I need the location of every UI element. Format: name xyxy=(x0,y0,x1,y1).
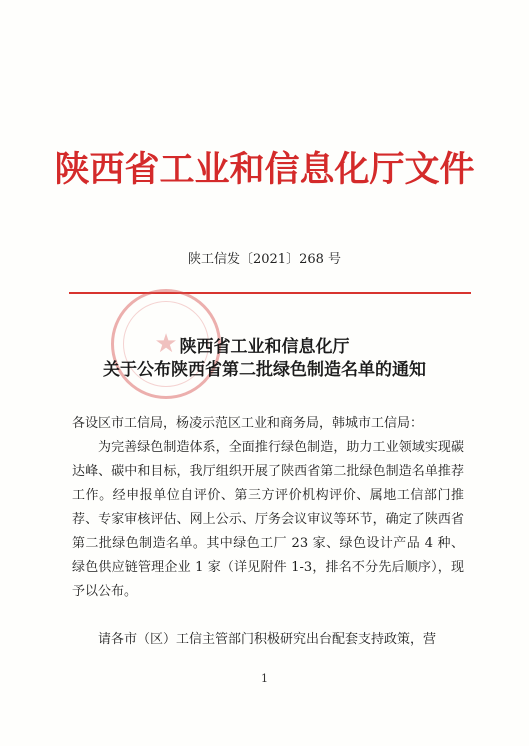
salutation: 各设区市工信局，杨凌示范区工业和商务局，韩城市工信局： xyxy=(72,416,424,431)
notice-title-line2: 关于公布陕西省第二批绿色制造名单的通知 xyxy=(103,360,426,380)
paragraph-text: 为完善绿色制造体系，全面推行绿色制造，助力工业领域实现碳达峰、碳中和目标，我厅组织开展了陕西省第二批绿色制造名单推荐工作。经申报单位自评价、第三方评价机构评价、属地工信部门推荐、专家审核评估、网上公示、厅务会议审议等环节，确定了陕西省第二批绿色制造名单。其中绿色工厂 23 家、绿色设计产品 4 种、绿色供应链管理企业 1 家（详见附件 1-3，排名不分先后顺序），现予以公布。 xyxy=(72,440,464,599)
body-paragraph-1 xyxy=(72,436,464,604)
document-number: 陕工信发〔2021〕268 号 xyxy=(187,252,342,267)
header-red-rule xyxy=(69,292,471,294)
notice-title-line1: 陕西省工业和信息化厅 xyxy=(179,337,350,357)
page-number: 1 xyxy=(261,672,268,685)
document-header-title: 陕西省工业和信息化厅文件 xyxy=(54,149,475,190)
body-paragraph-2 xyxy=(72,628,464,652)
seal-star-icon: ★ xyxy=(154,329,178,359)
paragraph-text: 请各市（区）工信主管部门积极研究出台配套支持政策，营 xyxy=(98,632,437,647)
